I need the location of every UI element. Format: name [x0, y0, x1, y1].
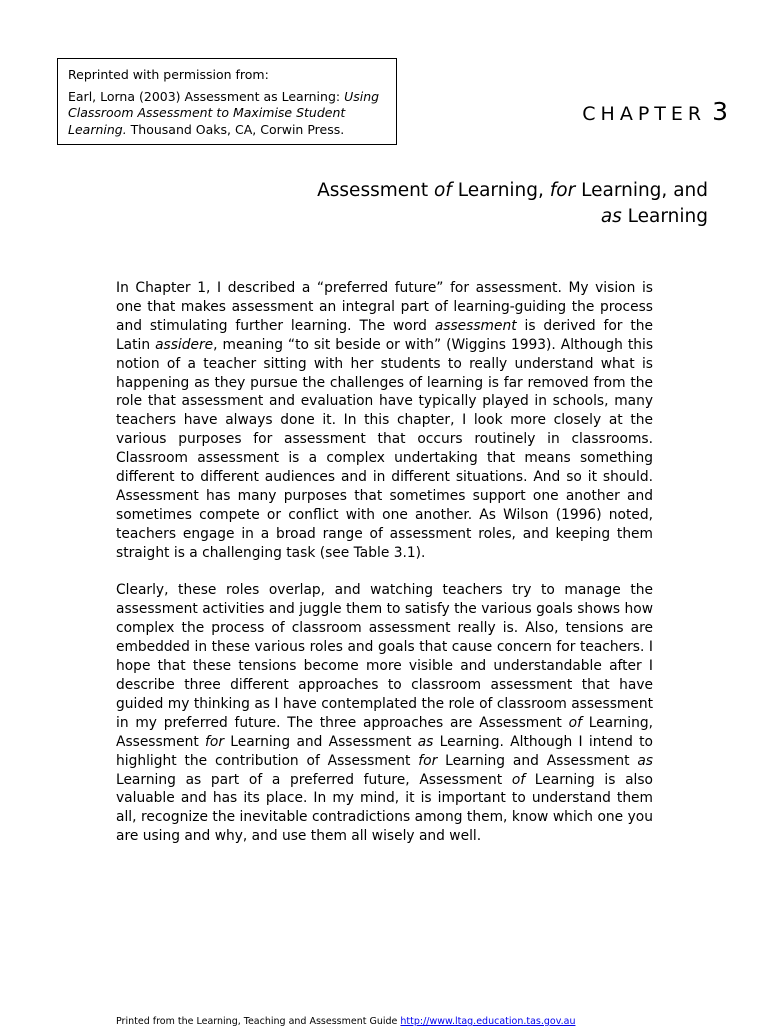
paragraph-2: [116, 581, 653, 846]
text-run: Learning and Assessment: [224, 733, 418, 750]
emphasis: of: [568, 714, 582, 731]
emphasis: for: [205, 733, 225, 750]
footer-text: Printed from the Learning, Teaching and Assessment Guide: [116, 1016, 401, 1027]
chapter-title: [228, 178, 708, 230]
title-emphasis: as: [600, 206, 622, 227]
title-part: Learning,: [451, 180, 550, 201]
citation-book-title: Using Classroom Assessment to Maximise Student Learning.: [68, 88, 380, 137]
text-run: Learning as part of a preferred future, Assessment: [116, 771, 512, 788]
citation-box: [57, 58, 397, 145]
page-footer: [116, 1016, 575, 1027]
body-text: [116, 279, 653, 865]
chapter-number: 3: [712, 97, 728, 126]
title-part: Learning, and: [575, 180, 708, 201]
text-run: Learning. Although I intend to highlight the contribution of Assessment: [116, 733, 653, 769]
footer-link[interactable]: http://www.ltag.education.tas.gov.au: [400, 1016, 576, 1027]
emphasis: as: [417, 733, 434, 750]
title-emphasis: of: [433, 180, 452, 201]
citation-publisher: Thousand Oaks, CA, Corwin Press.: [126, 121, 345, 137]
text-run: , meaning “to sit beside or with” (Wiggins 1993). Although this notion of a teacher sitting with her students to really understand what is happening as they pursue the challenges of learning is far removed from the role that assessment and evaluation have typically played in schools, many teachers have always done it. In this chapter, I look more closely at the various purposes for assessment that occurs routinely in classrooms. Classroom assessment is a complex undertaking that means something different to different audiences and in different situations. And so it should. Assessment has many purposes that sometimes support one another and sometimes compete or conflict with one another. As Wilson (1996) noted, teachers engage in a broad range of assessment roles, and keeping them straight is a challenging task (see Table 3.1).: [116, 336, 654, 561]
citation-author: Earl, Lorna (2003) Assessment as Learning:: [68, 88, 345, 104]
emphasis: assessment: [434, 317, 517, 334]
text-run: In Chapter 1, I described a “preferred future” for assessment. My vision is one that makes assessment an integral part of learning-guiding the process and stimulating further learning. The word: [116, 280, 653, 334]
text-run: Learning is also valuable and has its place. In my mind, it is important to understand them all, recognize the inevitable contradictions among them, know which one you are using and why, and use them all wisely and well.: [116, 771, 654, 845]
title-part: Learning: [621, 206, 708, 227]
paragraph-1: [116, 279, 653, 563]
title-emphasis: for: [549, 180, 576, 201]
title-part: Assessment: [317, 180, 434, 201]
text-run: Learning and Assessment: [437, 752, 638, 769]
text-run: Clearly, these roles overlap, and watching teachers try to manage the assessment activities and juggle them to satisfy the various goals shows how complex the process of classroom assessment really is. Also, tensions are embedded in these various roles and goals that cause concern for teachers. I hope that these tensions become more visible and understandable after I describe three different approaches to classroom assessment that have guided my thinking as I have contemplated the role of classroom assessment in my preferred future. The three approaches are Assessment: [116, 582, 653, 731]
citation-intro: Reprinted with permission from:: [68, 67, 269, 82]
citation-reference: [68, 89, 384, 139]
chapter-heading: [582, 97, 728, 126]
emphasis: as: [637, 752, 653, 769]
chapter-label: CHAPTER: [582, 103, 707, 125]
emphasis: assidere: [155, 336, 214, 353]
text-run: is derived for the Latin: [116, 317, 653, 353]
text-run: Learning, Assessment: [116, 714, 653, 750]
emphasis: for: [418, 752, 438, 769]
emphasis: of: [511, 771, 526, 788]
